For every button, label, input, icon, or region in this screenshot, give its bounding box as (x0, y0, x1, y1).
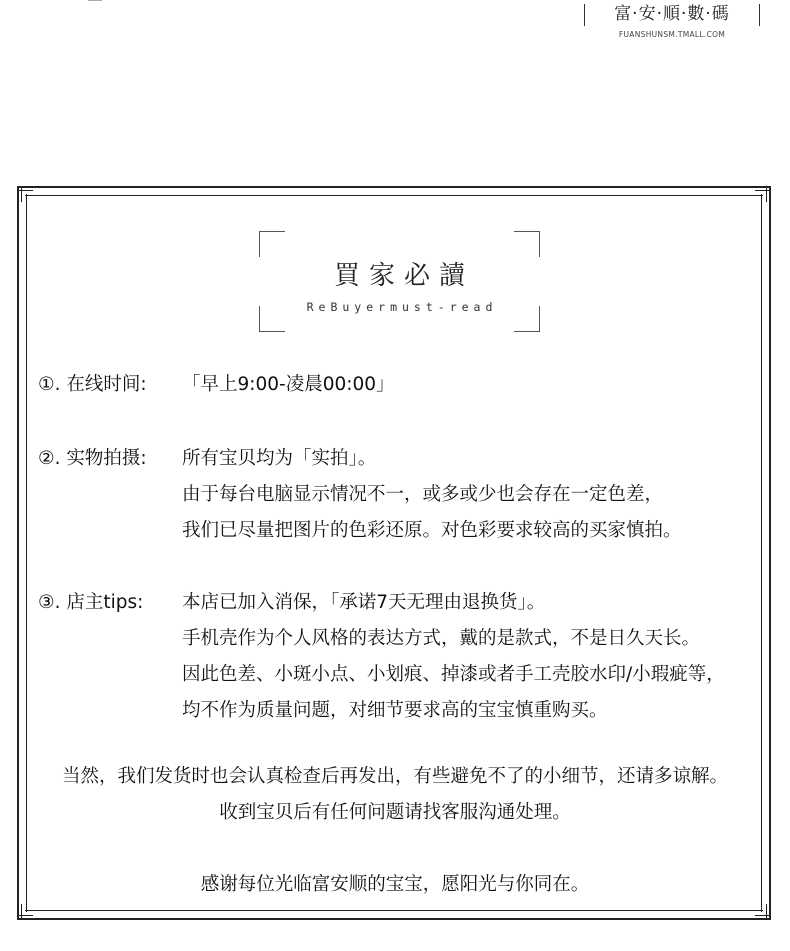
corner-tick (766, 188, 767, 202)
page-subtitle: ReBuyermust-read (306, 300, 498, 314)
section-photos-line: 我们已尽量把图片的色彩还原。对色彩要求较高的买家慎拍。 (182, 520, 682, 541)
frame-top-inner (25, 195, 763, 196)
bracket-line (514, 331, 540, 332)
corner-tick (766, 904, 767, 918)
section-tips-label: ③. 店主tips: (38, 592, 144, 613)
corner-tick (21, 188, 22, 202)
frame-bottom-inner (25, 910, 763, 911)
section-photos-line: 所有宝贝均为「实拍」。 (182, 448, 377, 469)
top-edge-mark (88, 0, 102, 4)
section-tips-line: 因此色差、小斑小点、小划痕、掉漆或者手工壳胶水印/小瑕疵等， (182, 664, 725, 685)
brand-name: 富·安·順·數·碼 (584, 2, 760, 26)
frame-bottom-outer (17, 918, 771, 920)
closing-line: 收到宝贝后有任何问题请找客服沟通处理。 (219, 802, 571, 823)
section-photos-line: 由于每台电脑显示情况不一，或多或少也会存在一定色差， (182, 484, 664, 505)
brand-header (584, 2, 760, 39)
frame-top-outer (17, 186, 771, 188)
brand-url: FUANSHUNSM.TMALL.COM (618, 30, 726, 39)
section-tips-line: 本店已加入消保，「承诺7天无理由退换货」。 (182, 592, 546, 613)
page-title: 買家必讀 (333, 261, 474, 291)
bracket-line (259, 231, 285, 232)
section-tips-line: 均不作为质量问题，对细节要求高的宝宝慎重购买。 (182, 700, 608, 721)
bracket-line (259, 331, 285, 332)
bracket-line (539, 231, 540, 257)
corner-tick (21, 904, 22, 918)
section-tips-line: 手机壳作为个人风格的表达方式，戴的是款式，不是日久天长。 (182, 628, 701, 649)
title-block (259, 231, 540, 332)
section-photos-label: ②. 实物拍摄: (38, 448, 147, 469)
bracket-line (259, 231, 260, 257)
closing-line: 当然，我们发货时也会认真检查后再发出，有些避免不了的小细节，还请多谅解。 (61, 766, 728, 787)
closing-thanks: 感谢每位光临富安顺的宝宝，愿阳光与你同在。 (200, 874, 590, 895)
section-online-time-line: 「早上9:00-凌晨00:00」 (182, 374, 395, 395)
bracket-line (514, 231, 540, 232)
section-online-time-label: ①. 在线时间: (38, 374, 147, 395)
